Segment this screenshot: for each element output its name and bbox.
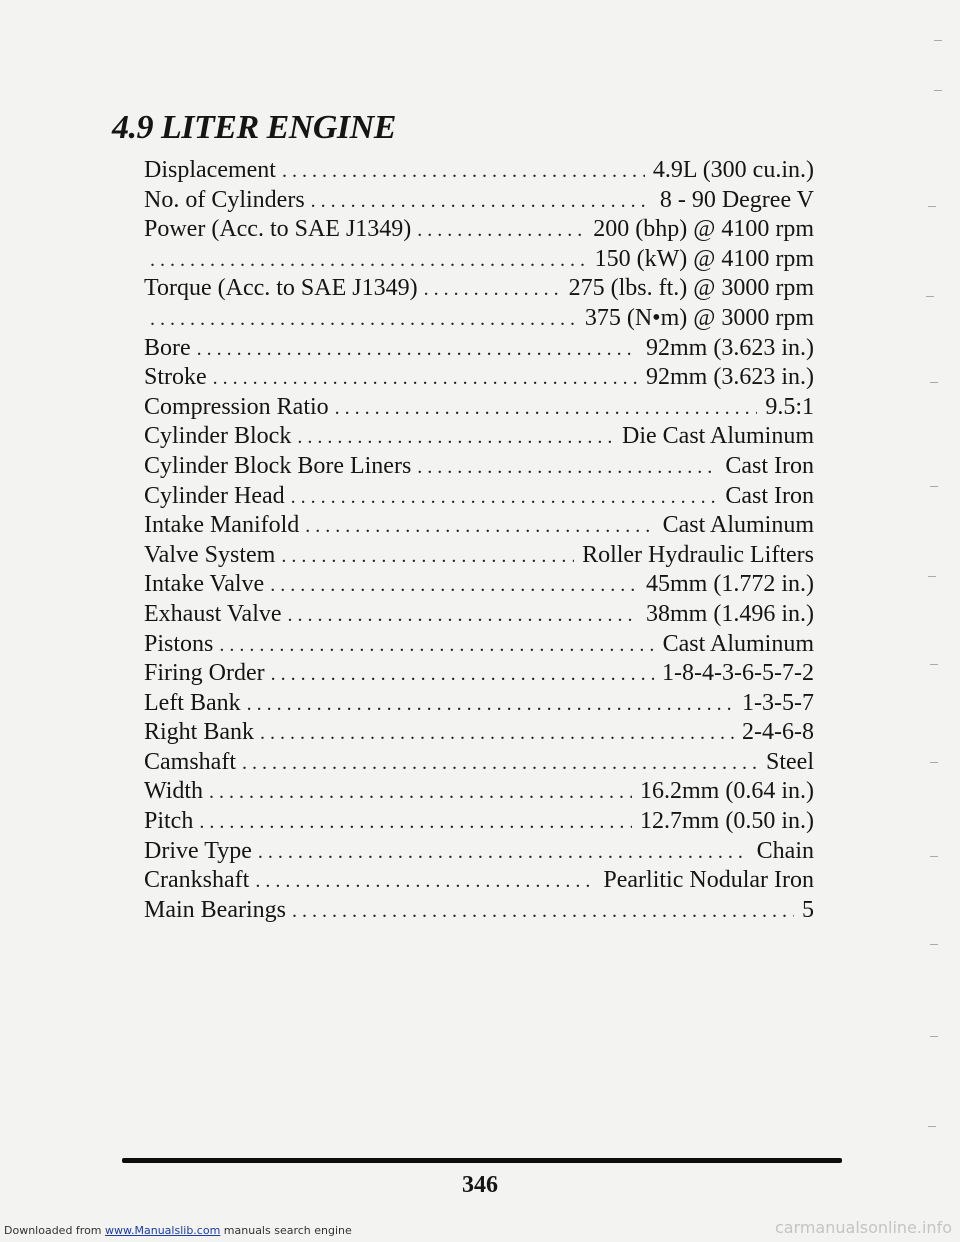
spec-value: 5 (802, 896, 814, 923)
spec-value: 200 (bhp) @ 4100 rpm (593, 216, 814, 243)
spec-label: Left Bank (144, 689, 241, 716)
spec-value: Steel (766, 748, 814, 775)
spec-row (144, 837, 814, 867)
dot-leader (292, 897, 794, 926)
dot-leader (335, 394, 758, 423)
scan-mark (926, 296, 934, 297)
spec-row (144, 570, 814, 600)
scan-mark (930, 486, 938, 487)
dot-leader (282, 157, 645, 186)
scan-mark (930, 944, 938, 945)
spec-label: Compression Ratio (144, 393, 329, 420)
spec-value: 150 (kW) @ 4100 rpm (594, 245, 814, 272)
download-banner-prefix: Downloaded from (4, 1224, 102, 1237)
scan-mark (928, 206, 936, 207)
spec-label: Power (Acc. to SAE J1349) (144, 216, 412, 243)
spec-row (144, 689, 814, 719)
spec-value: 92mm (3.623 in.) (646, 334, 814, 361)
spec-label: Valve System (144, 541, 276, 568)
dot-leader (150, 305, 577, 334)
dot-leader (199, 808, 632, 837)
spec-row (144, 511, 814, 541)
spec-list (144, 156, 814, 925)
spec-value: 16.2mm (0.64 in.) (640, 778, 814, 805)
spec-row (144, 334, 814, 364)
spec-row (144, 748, 814, 778)
scan-mark (934, 40, 942, 41)
spec-label: Camshaft (144, 748, 236, 775)
spec-label: Stroke (144, 364, 207, 391)
spec-row (144, 363, 814, 393)
spec-label: Cylinder Block Bore Liners (144, 452, 412, 479)
dot-leader (288, 601, 638, 630)
spec-label: Displacement (144, 157, 276, 183)
spec-row (144, 896, 814, 926)
spec-label: No. of Cylinders (144, 186, 305, 213)
dot-leader (150, 246, 587, 275)
spec-row (144, 541, 814, 571)
spec-row (144, 304, 814, 334)
spec-row (144, 245, 814, 275)
spec-row (144, 422, 814, 452)
spec-label: Pistons (144, 630, 214, 657)
spec-label: Width (144, 778, 204, 805)
spec-label: Intake Manifold (144, 512, 300, 539)
spec-value: 1-3-5-7 (742, 689, 814, 716)
scan-mark (930, 1036, 938, 1037)
spec-value: 375 (N•m) @ 3000 rpm (584, 304, 814, 331)
scan-mark (928, 1126, 936, 1127)
scan-mark (930, 664, 938, 665)
spec-row (144, 393, 814, 423)
spec-label: Right Bank (144, 719, 255, 746)
dot-leader (242, 749, 758, 778)
spec-label: Main Bearings (144, 896, 286, 923)
dot-leader (424, 275, 561, 304)
spec-value: 2-4-6-8 (742, 719, 814, 746)
spec-value: Cast Aluminum (662, 630, 814, 657)
spec-label: Crankshaft (144, 867, 250, 894)
spec-label: Firing Order (144, 660, 265, 687)
spec-label: Intake Valve (144, 571, 265, 598)
dot-leader (247, 690, 734, 719)
dot-leader (219, 631, 654, 660)
scan-mark (930, 762, 938, 763)
spec-value: 38mm (1.496 in.) (646, 600, 814, 627)
spec-row (144, 274, 814, 304)
spec-row (144, 807, 814, 837)
dot-leader (260, 719, 734, 748)
spec-row (144, 659, 814, 689)
spec-value: 1-8-4-3-6-5-7-2 (662, 660, 814, 687)
dot-leader (297, 423, 614, 452)
spec-value: Pearlitic Nodular Iron (603, 867, 814, 894)
dot-leader (197, 335, 638, 364)
spec-value: Chain (756, 837, 814, 864)
dot-leader (258, 838, 749, 867)
download-banner-suffix: manuals search engine (223, 1224, 352, 1237)
spec-row (144, 866, 814, 896)
spec-row (144, 630, 814, 660)
spec-value: Cast Iron (725, 452, 814, 479)
scan-mark (930, 856, 938, 857)
dot-leader (281, 542, 574, 571)
dot-leader (291, 483, 718, 512)
footer-rule (122, 1158, 842, 1163)
spec-label: Torque (Acc. to SAE J1349) (144, 275, 418, 302)
spec-row (144, 186, 814, 216)
page-number: 346 (462, 1172, 498, 1198)
watermark: carmanualsonline.info (774, 1218, 952, 1237)
spec-label: Exhaust Valve (144, 600, 282, 627)
spec-value: Roller Hydraulic Lifters (582, 541, 814, 568)
scan-mark (934, 90, 942, 91)
scan-mark (930, 382, 938, 383)
spec-row (144, 600, 814, 630)
dot-leader (255, 867, 595, 896)
dot-leader (209, 778, 632, 807)
spec-value: Cast Aluminum (662, 512, 814, 539)
dot-leader (311, 187, 652, 216)
dot-leader (270, 571, 638, 600)
dot-leader (271, 660, 654, 689)
spec-label: Bore (144, 334, 191, 361)
spec-label: Cylinder Head (144, 482, 285, 509)
spec-value: 275 (lbs. ft.) @ 3000 rpm (568, 275, 814, 302)
dot-leader (305, 512, 654, 541)
spec-value: 8 - 90 Degree V (659, 186, 814, 213)
download-banner (4, 1224, 352, 1237)
spec-row (144, 215, 814, 245)
spec-value: 4.9L (300 cu.in.) (652, 157, 814, 183)
spec-row (144, 482, 814, 512)
spec-value: 12.7mm (0.50 in.) (640, 808, 814, 835)
spec-value: 9.5:1 (765, 393, 814, 420)
dot-leader (213, 364, 638, 393)
spec-row (144, 156, 814, 186)
page-title: 4.9 LITER ENGINE (112, 109, 396, 146)
spec-label: Pitch (144, 808, 194, 835)
spec-row (144, 452, 814, 482)
dot-leader (417, 216, 585, 245)
spec-label: Cylinder Block (144, 423, 292, 450)
spec-row (144, 718, 814, 748)
scan-mark (928, 576, 936, 577)
spec-value: Cast Iron (725, 482, 814, 509)
manualslib-link[interactable]: www.Manualslib.com (105, 1224, 221, 1237)
spec-row (144, 777, 814, 807)
spec-value: 92mm (3.623 in.) (646, 364, 814, 391)
spec-value: 45mm (1.772 in.) (646, 571, 814, 598)
spec-value: Die Cast Aluminum (622, 423, 814, 450)
spec-label: Drive Type (144, 837, 252, 864)
dot-leader (417, 453, 717, 482)
